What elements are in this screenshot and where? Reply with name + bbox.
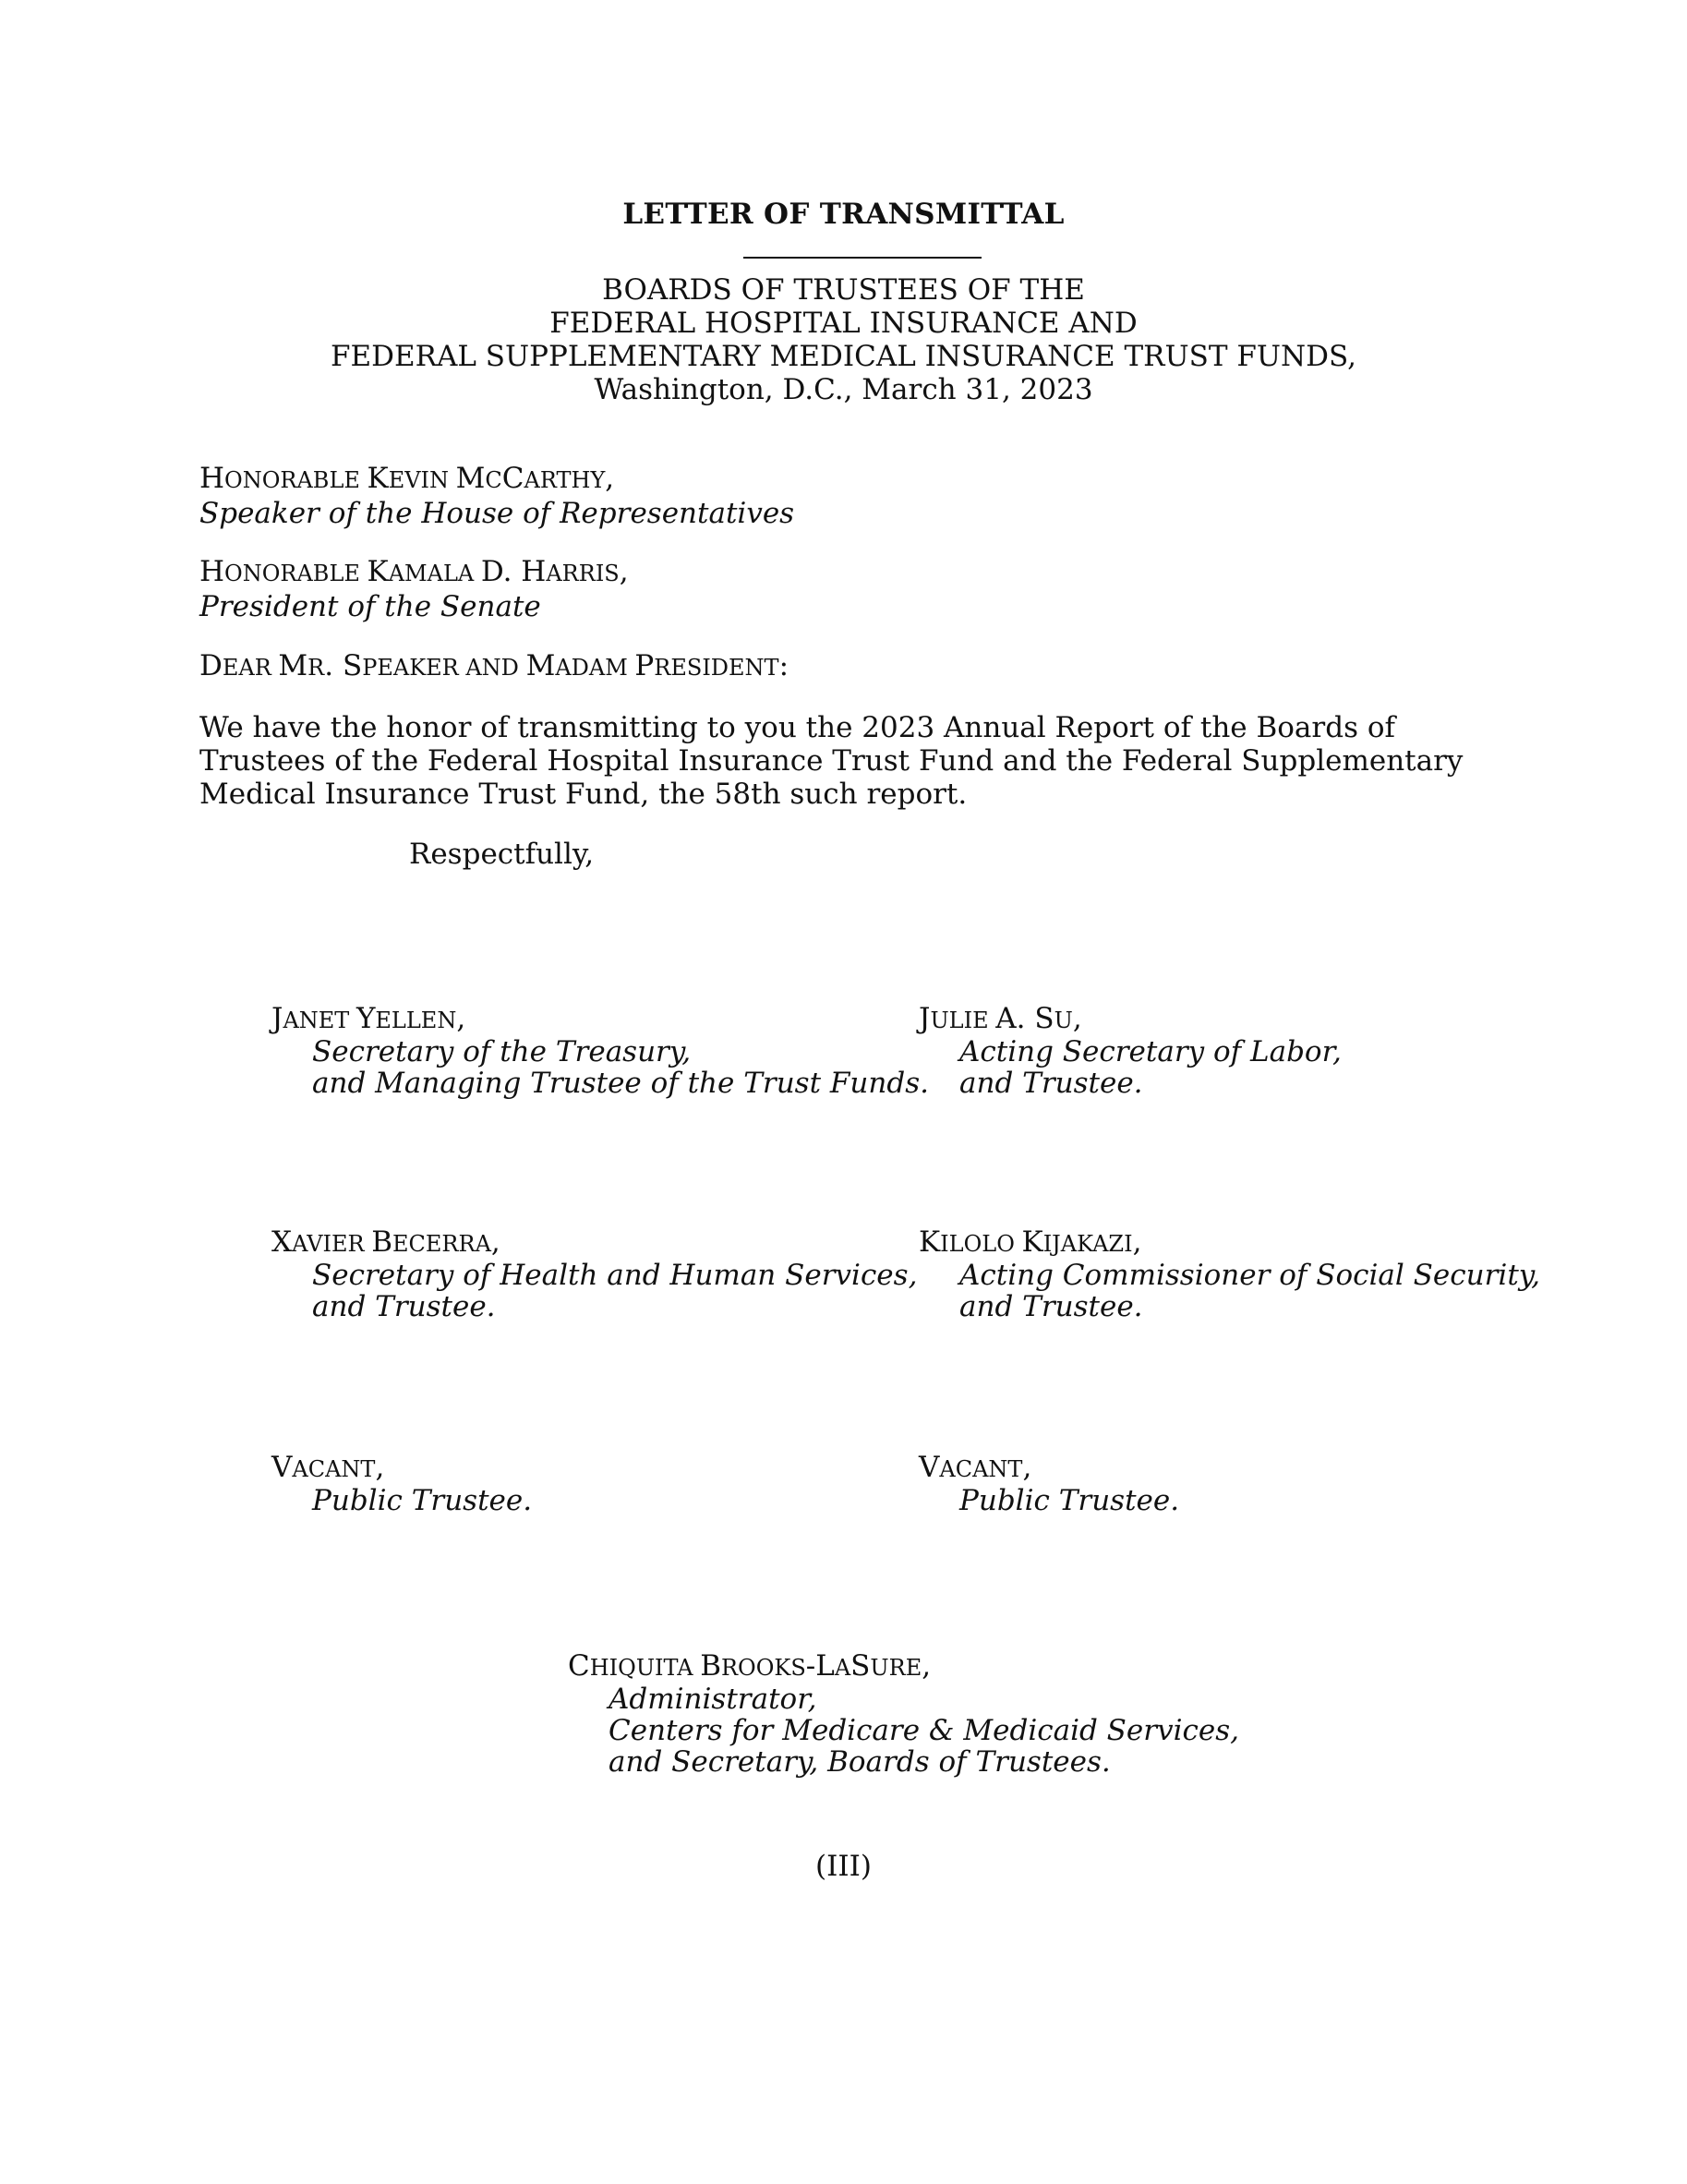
header-line-boards: BOARDS OF TRUSTEES OF THE bbox=[602, 273, 1085, 307]
addressee-senate-president bbox=[199, 555, 629, 623]
signatory-role: and Trustee. bbox=[312, 1290, 496, 1323]
signatory-role: Secretary of Health and Human Services, bbox=[312, 1259, 918, 1292]
signatory-role: Acting Commissioner of Social Security, bbox=[959, 1259, 1541, 1292]
signatory-role: and Trustee. bbox=[959, 1290, 1143, 1323]
signatory-cms-administrator bbox=[568, 1650, 1239, 1778]
header-line-place-date: Washington, D.C., March 31, 2023 bbox=[594, 373, 1093, 406]
signatory-role: Centers for Medicare & Medicaid Services, bbox=[609, 1714, 1239, 1747]
addressee-speaker bbox=[199, 462, 794, 530]
page-number: (III) bbox=[815, 1850, 872, 1883]
signatory-social-security bbox=[919, 1226, 1540, 1322]
addressee-name: HONORABLE KEVIN MCCARTHY, bbox=[199, 462, 615, 495]
signatory-role: and Trustee. bbox=[959, 1067, 1143, 1100]
signatory-role: Acting Secretary of Labor, bbox=[959, 1035, 1342, 1068]
signatory-name: JANET YELLEN, bbox=[271, 1002, 466, 1035]
signatory-name: CHIQUITA BROOKS-LASURE, bbox=[568, 1649, 932, 1683]
signatory-role: and Secretary, Boards of Trustees. bbox=[609, 1745, 1111, 1779]
addressee-name: HONORABLE KAMALA D. HARRIS, bbox=[199, 555, 629, 588]
signatory-role: Secretary of the Treasury, bbox=[312, 1035, 692, 1068]
salutation: DEAR MR. SPEAKER AND MADAM PRESIDENT: bbox=[199, 649, 789, 682]
signatory-public-trustee-right bbox=[919, 1452, 1179, 1516]
header-line-hospital: FEDERAL HOSPITAL INSURANCE AND bbox=[549, 307, 1138, 340]
signatory-name: JULIE A. SU, bbox=[919, 1002, 1082, 1035]
signatory-role: and Managing Trustee of the Trust Funds. bbox=[312, 1067, 929, 1100]
signatory-labor bbox=[919, 1003, 1342, 1099]
signatory-role: Public Trustee. bbox=[312, 1484, 533, 1517]
signatory-role: Public Trustee. bbox=[959, 1484, 1180, 1517]
addressee-title: President of the Senate bbox=[199, 590, 541, 623]
addressee-title: Speaker of the House of Representatives bbox=[199, 497, 795, 530]
signatory-name: KILOLO KIJAKAZI, bbox=[919, 1225, 1142, 1259]
signatory-name: XAVIER BECERRA, bbox=[271, 1225, 500, 1259]
header-line-supplementary: FEDERAL SUPPLEMENTARY MEDICAL INSURANCE TRUST FUNDS, bbox=[331, 340, 1356, 373]
signatory-name: VACANT, bbox=[271, 1451, 385, 1484]
page-title: LETTER OF TRANSMITTAL bbox=[622, 198, 1065, 231]
signatory-role: Administrator, bbox=[609, 1683, 817, 1716]
body-paragraph: We have the honor of transmitting to you the 2023 Annual Report of the Boards of Trustees of the Federal Hospital Insurance Trust Fund and the Federal Supplementary Medical Insurance Trust Fund, the 58th such report. bbox=[199, 711, 1464, 811]
title-underline bbox=[743, 257, 982, 259]
signatory-public-trustee-left bbox=[271, 1452, 532, 1516]
signatory-hhs bbox=[271, 1226, 917, 1322]
signatory-treasury bbox=[271, 1003, 929, 1099]
letter-header bbox=[0, 273, 1687, 406]
closing: Respectfully, bbox=[409, 838, 595, 871]
signatory-name: VACANT, bbox=[919, 1451, 1032, 1484]
